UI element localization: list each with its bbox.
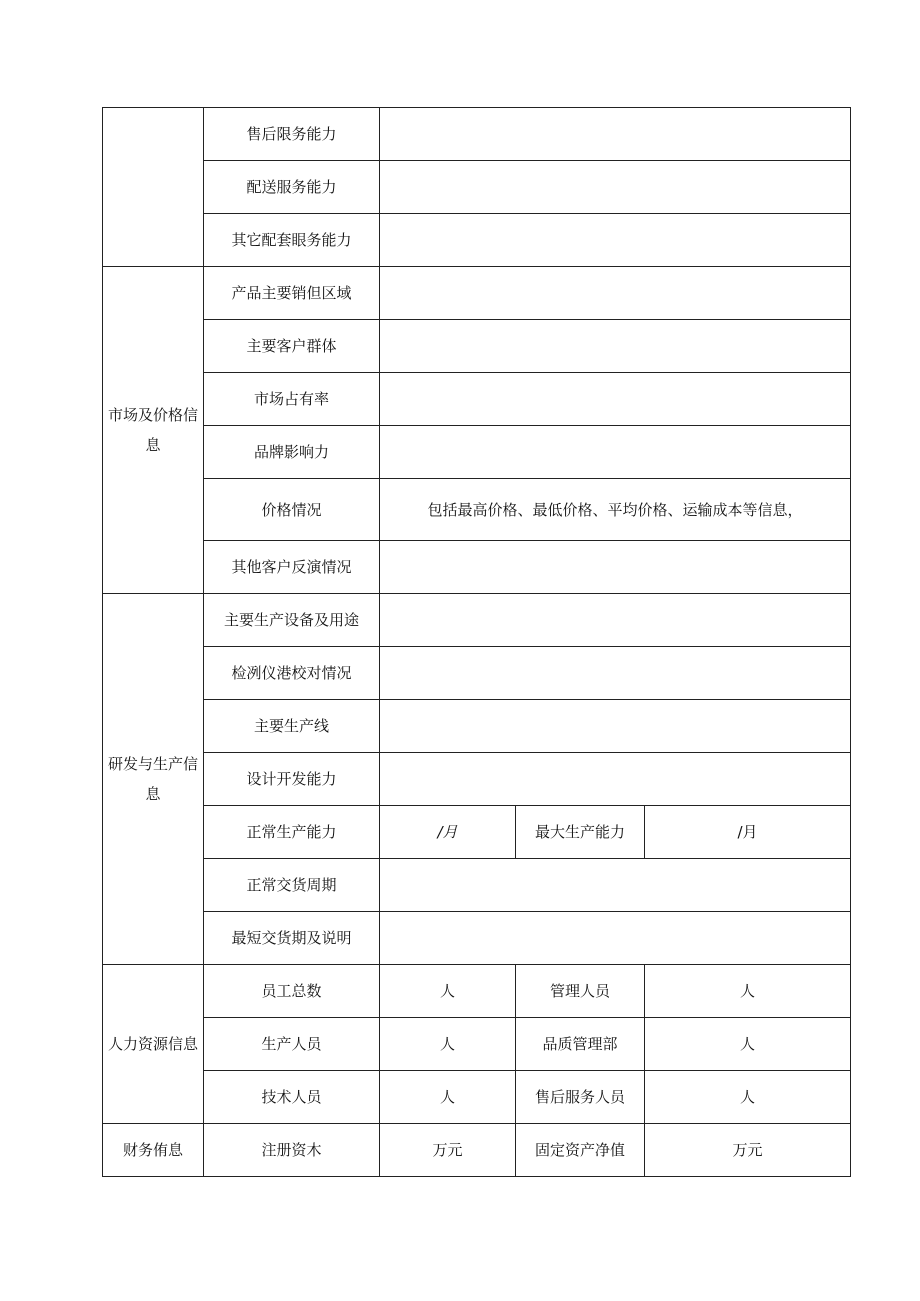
table-row bbox=[103, 700, 851, 753]
unit-cell[interactable]: 人 bbox=[645, 965, 851, 1018]
row-label: 检冽仪港校对情况 bbox=[204, 647, 380, 700]
row-label: 市场占有率 bbox=[204, 373, 380, 426]
row-label: 其他客户反演情况 bbox=[204, 541, 380, 594]
value-cell[interactable] bbox=[380, 373, 851, 426]
row-label: 技术人员 bbox=[204, 1071, 380, 1124]
row-label: 固定资产净值 bbox=[516, 1124, 645, 1177]
table-row bbox=[103, 426, 851, 479]
category-market: 市场及价格信息 bbox=[103, 267, 204, 594]
row-label: 价格情况 bbox=[204, 479, 380, 541]
value-cell[interactable] bbox=[380, 108, 851, 161]
unit-cell[interactable]: 人 bbox=[645, 1071, 851, 1124]
value-cell[interactable] bbox=[380, 320, 851, 373]
row-label: 主要生产设备及用途 bbox=[204, 594, 380, 647]
unit-cell[interactable]: 万元 bbox=[380, 1124, 516, 1177]
category-cell-service bbox=[103, 108, 204, 267]
table-row bbox=[103, 214, 851, 267]
row-label: 产品主要销但区域 bbox=[204, 267, 380, 320]
unit-cell[interactable]: 人 bbox=[380, 1071, 516, 1124]
table-row bbox=[103, 541, 851, 594]
table-row bbox=[103, 1071, 851, 1124]
value-cell[interactable] bbox=[380, 426, 851, 479]
table-row bbox=[103, 965, 851, 1018]
table-row bbox=[103, 806, 851, 859]
row-label: 注册资木 bbox=[204, 1124, 380, 1177]
value-cell[interactable] bbox=[380, 912, 851, 965]
category-hr: 人力资源信息 bbox=[103, 965, 204, 1124]
table-row bbox=[103, 267, 851, 320]
value-cell[interactable] bbox=[380, 594, 851, 647]
table-row bbox=[103, 1124, 851, 1177]
row-label: 其它配套眼务能力 bbox=[204, 214, 380, 267]
table-row bbox=[103, 161, 851, 214]
table-row bbox=[103, 108, 851, 161]
unit-cell[interactable]: 人 bbox=[380, 1018, 516, 1071]
unit-cell[interactable]: 人 bbox=[645, 1018, 851, 1071]
row-label: 品质管理部 bbox=[516, 1018, 645, 1071]
row-label: 售后限务能力 bbox=[204, 108, 380, 161]
row-label: 售后服务人员 bbox=[516, 1071, 645, 1124]
value-cell[interactable] bbox=[380, 541, 851, 594]
value-cell[interactable] bbox=[380, 267, 851, 320]
row-label: 正常交货周期 bbox=[204, 859, 380, 912]
supplier-info-table bbox=[102, 107, 851, 1177]
table-row bbox=[103, 859, 851, 912]
row-label: 正常生产能力 bbox=[204, 806, 380, 859]
max-capacity-label: 最大生产能力 bbox=[516, 806, 645, 859]
row-label: 生产人员 bbox=[204, 1018, 380, 1071]
value-cell[interactable] bbox=[380, 214, 851, 267]
value-cell[interactable] bbox=[380, 753, 851, 806]
category-rnd: 研发与生产信息 bbox=[103, 594, 204, 965]
table-row bbox=[103, 753, 851, 806]
row-label: 主要生产线 bbox=[204, 700, 380, 753]
row-label: 配送服务能力 bbox=[204, 161, 380, 214]
table-row bbox=[103, 320, 851, 373]
unit-cell[interactable]: 人 bbox=[380, 965, 516, 1018]
normal-capacity-unit[interactable]: /月 bbox=[380, 806, 516, 859]
row-label: 设计开发能力 bbox=[204, 753, 380, 806]
table-row bbox=[103, 373, 851, 426]
row-label: 最短交货期及说明 bbox=[204, 912, 380, 965]
row-label: 主要客户群体 bbox=[204, 320, 380, 373]
value-cell[interactable] bbox=[380, 161, 851, 214]
row-label: 员工总数 bbox=[204, 965, 380, 1018]
table-row bbox=[103, 1018, 851, 1071]
max-capacity-unit[interactable]: /月 bbox=[645, 806, 851, 859]
table-row bbox=[103, 594, 851, 647]
table-row bbox=[103, 479, 851, 541]
unit-cell[interactable]: 万元 bbox=[645, 1124, 851, 1177]
category-finance: 财务侑息 bbox=[103, 1124, 204, 1177]
value-cell[interactable] bbox=[380, 700, 851, 753]
value-cell[interactable] bbox=[380, 859, 851, 912]
value-cell[interactable] bbox=[380, 647, 851, 700]
price-note[interactable]: 包括最高价格、最低价格、平均价格、运输成本等信息， bbox=[380, 479, 851, 541]
table-row bbox=[103, 912, 851, 965]
row-label: 管理人员 bbox=[516, 965, 645, 1018]
row-label: 品牌影响力 bbox=[204, 426, 380, 479]
table-row bbox=[103, 647, 851, 700]
